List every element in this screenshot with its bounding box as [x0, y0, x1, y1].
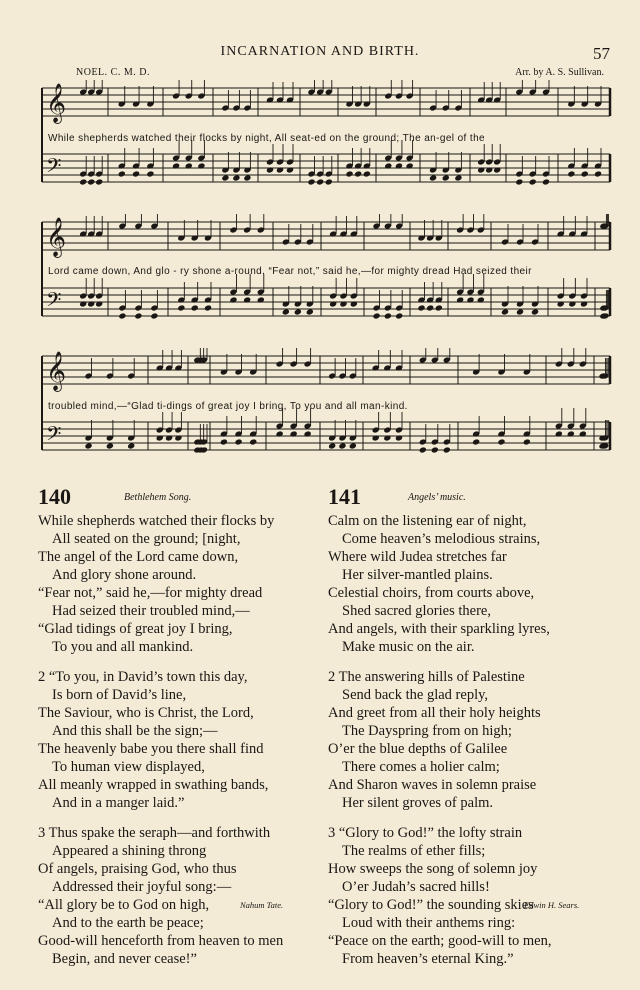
note-head: [406, 162, 414, 169]
note-head: [580, 300, 588, 307]
note-head: [84, 442, 92, 449]
verse-line: And glory shone around.: [52, 567, 197, 583]
verse-line: All meanly wrapped in swathing bands,: [38, 777, 269, 793]
verse-line: “Glory to God!” the sounding skies: [328, 897, 534, 913]
note-head: [185, 162, 193, 169]
verse: [328, 668, 620, 812]
verse-line: 2 The answering hills of Palestine: [328, 669, 525, 685]
note-head: [87, 300, 95, 307]
note-head: [172, 162, 180, 169]
note-head: [594, 170, 602, 177]
note-head: [306, 308, 314, 315]
verse-line: The Saviour, who is Christ, the Lord,: [38, 705, 254, 721]
verse-line: Begin, and never cease!”: [52, 951, 197, 967]
note-head: [384, 312, 392, 319]
note-head: [220, 438, 228, 445]
verse: [38, 512, 330, 656]
verse-line: “Glad tidings of great joy I bring,: [38, 621, 233, 637]
treble-clef-icon: 𝄞: [46, 83, 67, 123]
hymn-number: 140: [38, 484, 71, 509]
note-head: [156, 434, 164, 441]
note-head: [165, 434, 173, 441]
note-head: [339, 300, 347, 307]
note-head: [79, 178, 87, 185]
note-head: [232, 174, 240, 181]
verse-line: The realms of ether fills;: [342, 843, 486, 859]
verse-line: Calm on the listening ear of night,: [328, 513, 527, 529]
bass-clef-icon: 𝄢: [46, 154, 62, 182]
note-head: [294, 308, 302, 315]
note-head: [290, 430, 298, 437]
page-number: 57: [593, 44, 610, 63]
hymn-tune-name: Angels’ music.: [408, 492, 466, 503]
note-head: [234, 438, 242, 445]
note-head: [372, 312, 380, 319]
note-head: [150, 312, 158, 319]
note-head: [523, 438, 531, 445]
verse-line: And angels, with their sparkling lyres,: [328, 621, 550, 637]
verse-line: “Fear not,” said he,—for mighty dread: [38, 585, 263, 601]
note-head: [477, 166, 485, 173]
verse-line: Where wild Judea stretches far: [328, 549, 507, 565]
page-title: INCARNATION AND BIRTH.: [220, 44, 420, 59]
verse-line: From heaven’s eternal King.”: [342, 951, 514, 967]
note-head: [286, 166, 294, 173]
note-head: [307, 178, 315, 185]
note-head: [146, 170, 154, 177]
note-head: [363, 170, 371, 177]
verse-line: O’er the blue depths of Galilee: [328, 741, 508, 757]
note-head: [472, 438, 480, 445]
verse-line: Make music on the air.: [342, 639, 475, 655]
verse-line: Loud with their anthems ring:: [342, 915, 516, 931]
note-head: [395, 312, 403, 319]
note-head: [328, 442, 336, 449]
note-head: [515, 178, 523, 185]
note-head: [257, 296, 265, 303]
hymn-141: [328, 484, 620, 968]
music-lyric-line-3: troubled mind,—“Glad ti-dings of great joy I bring, To you and all man-kind.: [48, 401, 408, 412]
verse-line: Her silver-mantled plains.: [342, 567, 493, 583]
verse: [328, 512, 620, 656]
verse-line: The angel of the Lord came down,: [38, 549, 239, 565]
verse-line: Her silent groves of palm.: [342, 795, 494, 811]
note-head: [384, 162, 392, 169]
note-head: [426, 304, 434, 311]
hymn-number: 141: [328, 484, 361, 509]
verse-line: Is born of David’s line,: [52, 687, 187, 703]
note-head: [493, 166, 501, 173]
verse-line: And Sharon waves in solemn praise: [328, 777, 537, 793]
note-head: [87, 178, 95, 185]
verse-line: Addressed their joyful song:—: [52, 879, 232, 895]
note-head: [191, 304, 199, 311]
verse-line: Come heaven’s melodious strains,: [342, 531, 541, 547]
note-head: [118, 170, 126, 177]
hymn-author: Edwin H. Sears.: [524, 900, 580, 910]
verse-line: The Dayspring from on high;: [342, 723, 512, 739]
note-head: [177, 304, 185, 311]
treble-clef-icon: 𝄞: [46, 217, 67, 257]
hymn-heading: [328, 484, 620, 508]
note-head: [383, 434, 391, 441]
note-head: [243, 296, 251, 303]
note-head: [542, 178, 550, 185]
note-head: [106, 442, 114, 449]
verse-line: To human view displayed,: [52, 759, 205, 775]
hymn-140: [38, 484, 330, 968]
note-head: [345, 170, 353, 177]
note-head: [350, 300, 358, 307]
note-head: [174, 434, 182, 441]
verse-line: 3 Thus spake the seraph—and forthwith: [38, 825, 271, 841]
verse-line: 2 “To you, in David’s town this day,: [38, 669, 248, 685]
verse-line: And to the earth be peace;: [52, 915, 204, 931]
verse-line: Good-will henceforth from heaven to men: [38, 933, 284, 949]
note-head: [456, 296, 464, 303]
verse-line: And this shall be the sign;—: [52, 723, 218, 739]
verse-line: “All glory be to God on high,: [38, 897, 210, 913]
note-head: [429, 174, 437, 181]
note-head: [349, 442, 357, 449]
note-head: [132, 170, 140, 177]
note-head: [454, 174, 462, 181]
verse-line: While shepherds watched their flocks by: [38, 513, 275, 529]
note-head: [477, 296, 485, 303]
note-head: [276, 166, 284, 173]
note-head: [95, 178, 103, 185]
verse-line: How sweeps the song of solemn joy: [328, 861, 538, 877]
verse-line: 3 “Glory to God!” the lofty strain: [328, 825, 523, 841]
verse: [38, 824, 330, 968]
note-head: [443, 446, 451, 453]
note-head: [249, 438, 257, 445]
note-head: [266, 166, 274, 173]
note-head: [79, 300, 87, 307]
verse-line: Had seized their troubled mind,—: [52, 603, 250, 619]
note-head: [435, 304, 443, 311]
verse-line: All seated on the ground; [night,: [52, 531, 241, 547]
note-head: [118, 312, 126, 319]
note-head: [419, 446, 427, 453]
hymn-heading: [38, 484, 330, 508]
verse-line: O’er Judah’s sacred hills!: [342, 879, 490, 895]
note-head: [338, 442, 346, 449]
note-head: [134, 312, 142, 319]
hymn-tune-name: Bethlehem Song.: [124, 492, 192, 503]
music-lyric-line-2: Lord came down, And glo - ry shone a-round. “Fear not,” said he,—for mighty dread Had seized their: [48, 266, 532, 277]
note-head: [325, 178, 333, 185]
note-head: [431, 446, 439, 453]
verse-line: The heavenly babe you there shall find: [38, 741, 264, 757]
verse-line: To you and all mankind.: [52, 639, 194, 655]
note-head: [501, 308, 509, 315]
note-head: [485, 166, 493, 173]
tune-name: NOEL. C. M. D.: [76, 67, 150, 78]
note-head: [316, 178, 324, 185]
note-head: [243, 174, 251, 181]
note-head: [557, 300, 565, 307]
verse-line: And in a manger laid.”: [52, 795, 185, 811]
note-head: [417, 304, 425, 311]
note-head: [229, 296, 237, 303]
note-head: [466, 296, 474, 303]
verse-line: Shed sacred glories there,: [342, 603, 491, 619]
note-head: [567, 170, 575, 177]
note-head: [395, 162, 403, 169]
note-head: [442, 174, 450, 181]
note-head: [529, 178, 537, 185]
note-head: [497, 438, 505, 445]
note-head: [395, 434, 403, 441]
verse-line: There comes a holier calm;: [342, 759, 500, 775]
note-head: [372, 434, 380, 441]
note-head: [581, 170, 589, 177]
bass-clef-icon: 𝄢: [46, 422, 62, 450]
note-head: [221, 174, 229, 181]
verse-line: “Peace on the earth; good-will to men,: [328, 933, 552, 949]
verse-line: Celestial choirs, from courts above,: [328, 585, 535, 601]
treble-clef-icon: 𝄞: [46, 351, 67, 391]
note-head: [555, 430, 563, 437]
note-head: [304, 430, 312, 437]
bass-clef-icon: 𝄢: [46, 288, 62, 316]
verse: [328, 824, 620, 968]
note-head: [516, 308, 524, 315]
hymn-author: Nahum Tate.: [240, 900, 284, 910]
note-head: [95, 300, 103, 307]
note-head: [567, 430, 575, 437]
verse-line: Appeared a shining throng: [52, 843, 207, 859]
verse-line: Of angels, praising God, who thus: [38, 861, 237, 877]
note-head: [579, 430, 587, 437]
verse-line: And greet from all their holy heights: [328, 705, 541, 721]
note-head: [276, 430, 284, 437]
note-head: [127, 442, 135, 449]
music-lyric-line-1: While shepherds watched their flocks by night, All seat-ed on the ground; The an-gel of the: [48, 133, 486, 144]
note-head: [354, 170, 362, 177]
note-head: [531, 308, 539, 315]
arranger-credit: Arr. by A. S. Sullivan.: [515, 67, 604, 78]
verse-line: Send back the glad reply,: [342, 687, 489, 703]
note-head: [568, 300, 576, 307]
note-head: [197, 162, 205, 169]
note-head: [204, 304, 212, 311]
verse: [38, 668, 330, 812]
note-head: [329, 300, 337, 307]
note-head: [282, 308, 290, 315]
